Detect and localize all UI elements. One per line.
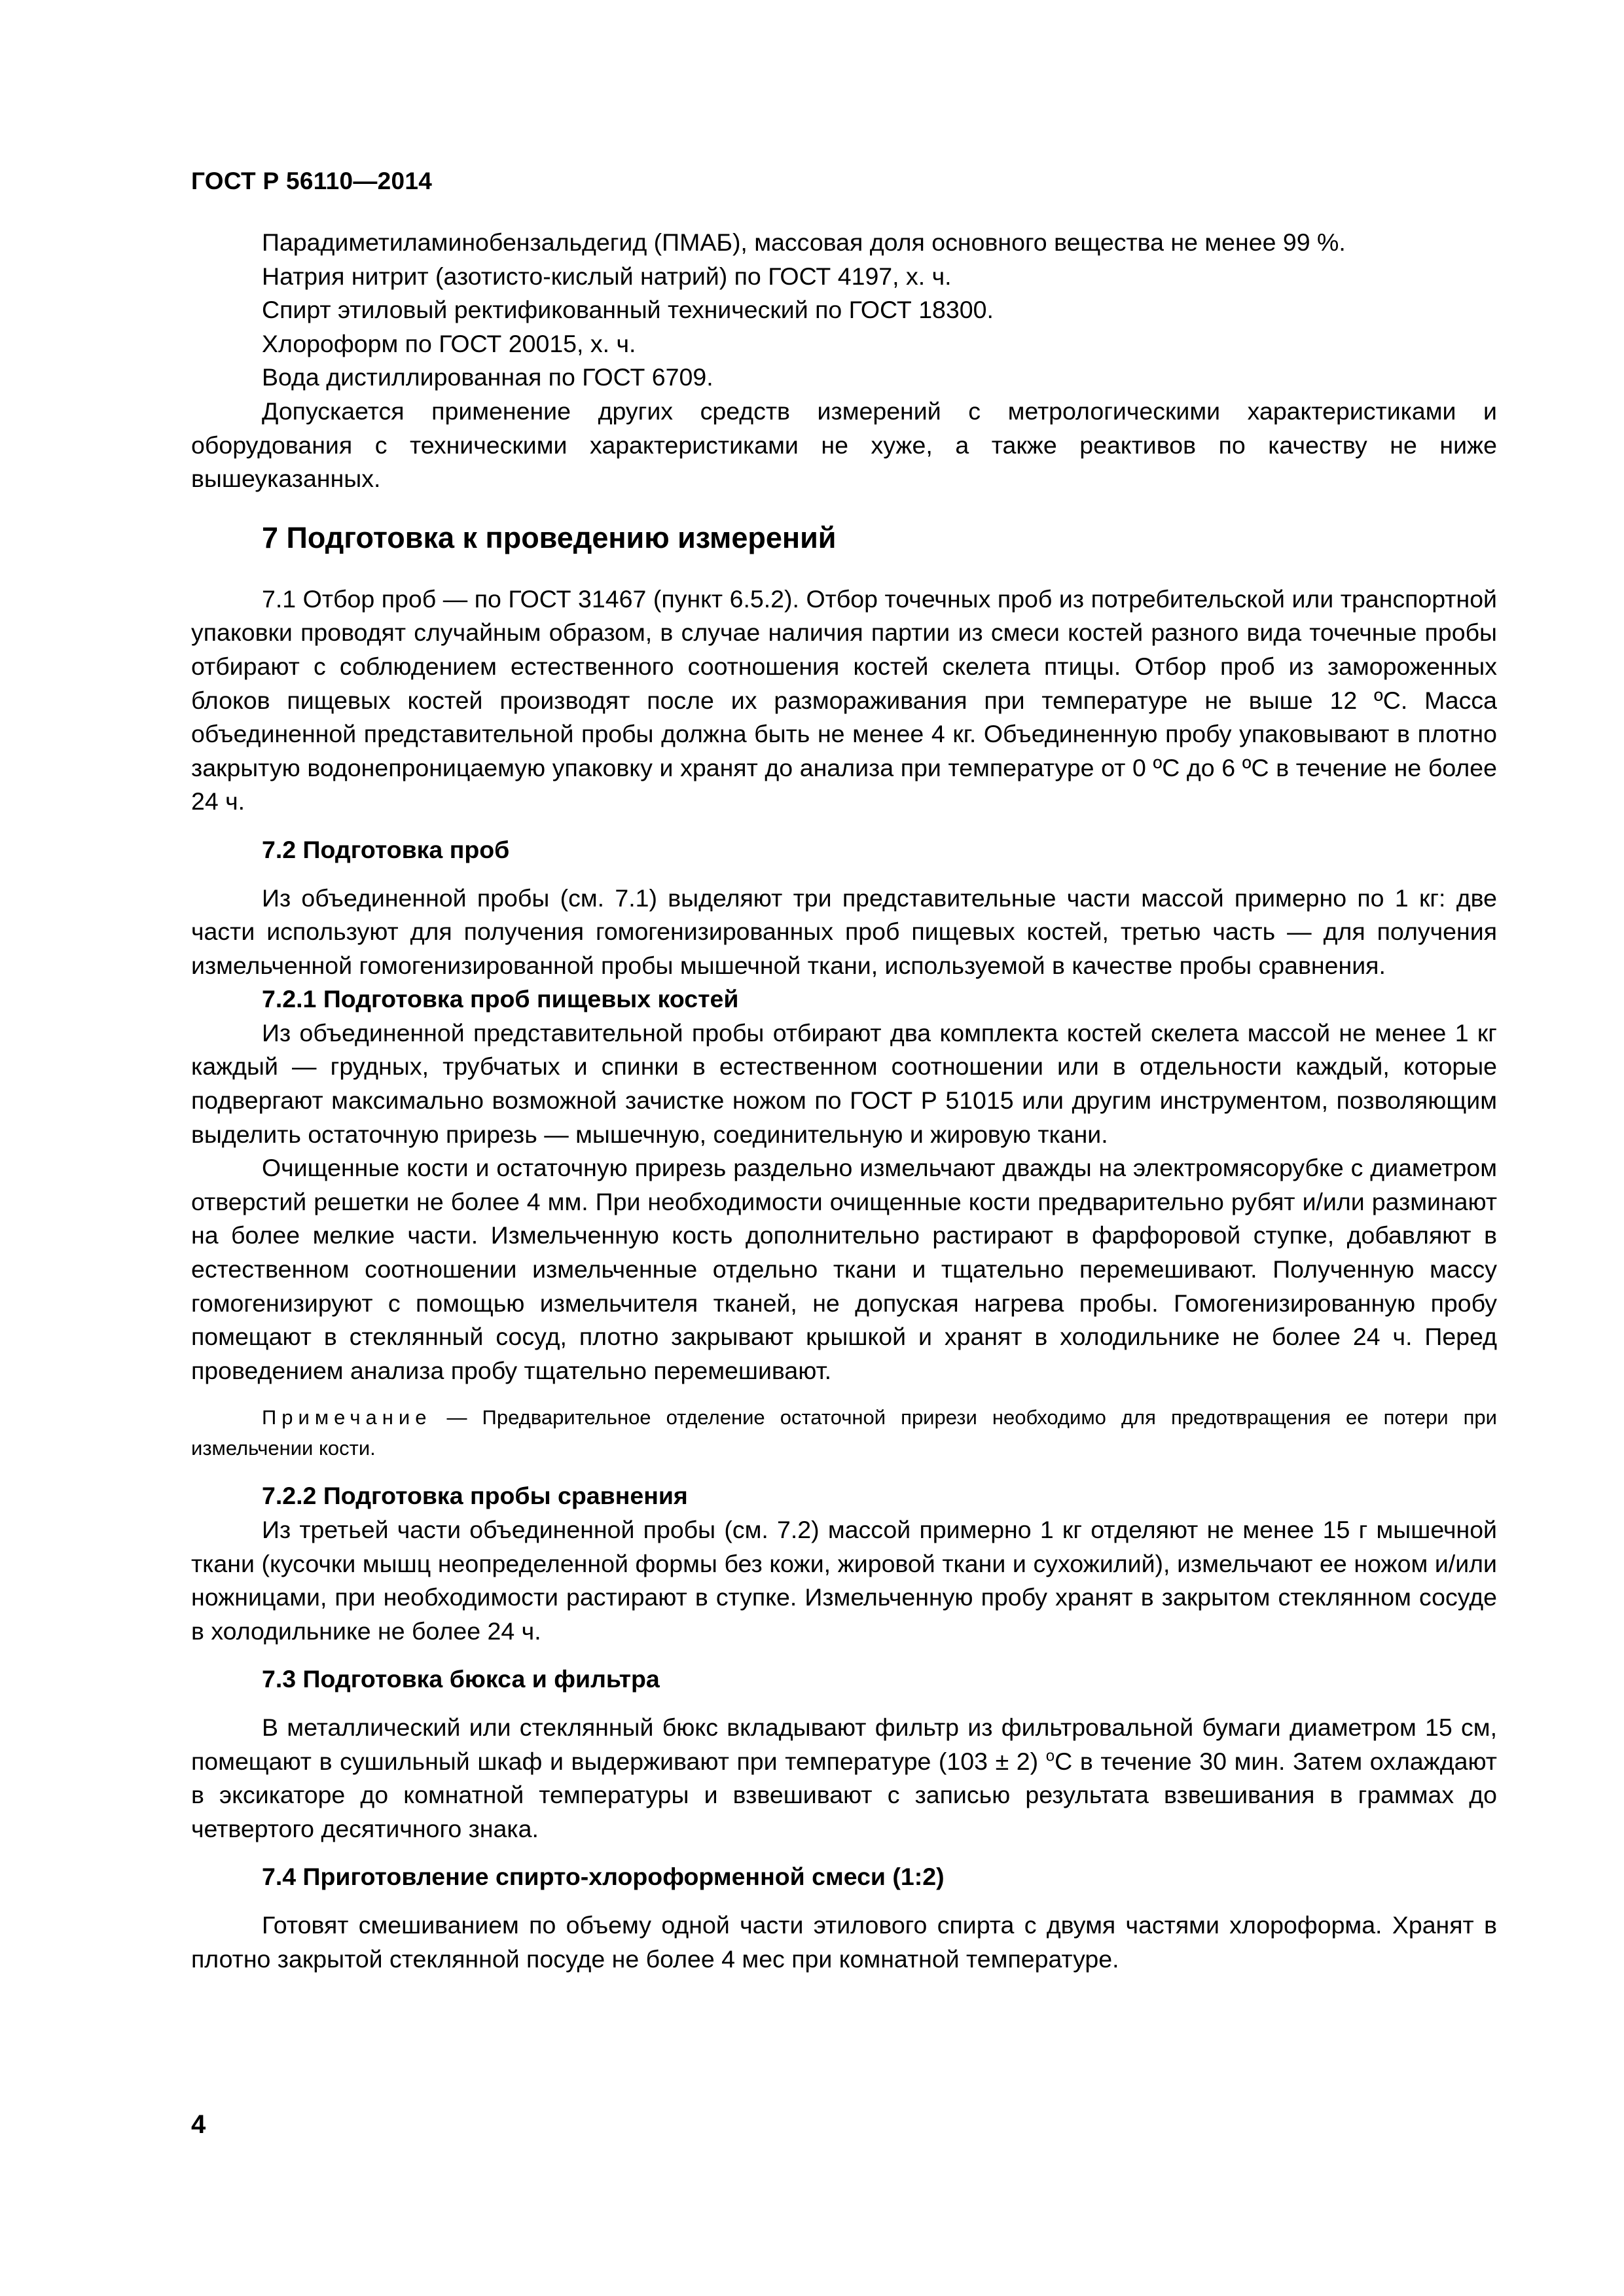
page-number: 4 xyxy=(191,2110,206,2139)
paragraph-7-4: Готовят смешиванием по объему одной части этилового спирта с двумя частями хлороформа. Хранят в плотно закрытой стеклянной посуде не более 4 мес при комнатной температуре. xyxy=(191,1910,1497,1973)
paragraph-7-1: 7.1 Отбор проб — по ГОСТ 31467 (пункт 6.5.2). Отбор точечных проб из потребительской или транспортной упаковки проводят случайным образом, в случае наличия партии из смеси костей разного вида точечные пробы отбирают с соблюдением естественного соотношения костей скелета птицы. Отбор проб из замороженных блоков пищевых костей производят после их размораживания при температуре не выше 12 ºC. Масса объединенной представительной пробы должна быть не менее 4 кг. Объединенную пробу упаковывают в плотно закрытую водонепроницаемую упаковку и хранят до анализа при температуре от 0 ºC до 6 ºC в течение не более 24 ч. xyxy=(191,584,1497,816)
paragraph-7-2-1-a: Из объединенной представительной пробы отбирают два комплекта костей скелета массой не менее 1 кг каждый — грудных, трубчатых и спинки в естественном соотношении или в отдельности каждый, которые подвергают максимально возможной зачистке ножом по ГОСТ Р 51015 или другим инструментом, позволяющим выделить остаточную прирезь — мышечную, соединительную и жировую ткани. xyxy=(191,1018,1497,1148)
document-id-header: ГОСТ Р 56110—2014 xyxy=(191,168,433,194)
heading-7-3: 7.3 Подготовка бюкса и фильтра xyxy=(262,1665,660,1693)
paragraph-7-3-part-b: C в течение 30 мин. Затем охлаждают в эксикаторе до комнатной температуры и взвешивают с записью результата взвешивания в граммах до четвертого десятичного знака. xyxy=(191,1747,1497,1842)
allowance-paragraph: Допускается применение других средств измерений с метрологическими характеристиками и оборудования с техническими характеристиками не хуже, а также реактивов по качеству не ниже вышеуказанных. xyxy=(191,397,1497,493)
paragraph-7-2-1-b: Очищенные кости и остаточную прирезь раздельно измельчают дважды на электромясорубке с диаметром отверстий решетки не более 4 мм. При необходимости очищенные кости предварительно рубят и/или разминают на более мелкие части. Измельченную кость дополнительно растирают в фарфоровой ступке, добавляют в естественном соотношении измельченные отдельно ткани и тщательно перемешивают. Полученную массу гомогенизируют с помощью измельчителя тканей, не допуская нагрева пробы. Гомогенизированную пробу помещают в стеклянный сосуд, плотно закрывают крышкой и хранят в холодильнике не более 24 ч. Перед проведением анализа пробу тщательно перемешивают. xyxy=(191,1154,1497,1384)
paragraph-7-2: Из объединенной пробы (см. 7.1) выделяют три представительные части массой примерно по 1 кг: две части используют для получения гомогенизированных проб пищевых костей, третью часть — для получения измельченной гомогенизированной пробы мышечной ткани, используемой в качестве пробы сравнения. xyxy=(191,884,1497,979)
reagent-item: Натрия нитрит (азотисто-кислый натрий) по ГОСТ 4197, х. ч. xyxy=(262,262,952,290)
document-body xyxy=(191,226,1497,1976)
reagent-item: Вода дистиллированная по ГОСТ 6709. xyxy=(262,363,713,391)
heading-7-2-2: 7.2.2 Подготовка пробы сравнения xyxy=(262,1482,688,1510)
section-7-title: 7 Подготовка к проведению измерений xyxy=(262,520,837,554)
heading-7-2: 7.2 Подготовка проб xyxy=(262,835,510,863)
note-paragraph xyxy=(191,1402,1497,1463)
heading-7-2-1: 7.2.1 Подготовка проб пищевых костей xyxy=(262,985,739,1013)
paragraph-7-3 xyxy=(191,1711,1497,1846)
reagent-item: Парадиметиламинобензальдегид (ПМАБ), массовая доля основного вещества не менее 99 %. xyxy=(262,228,1346,256)
heading-7-4: 7.4 Приготовление спирто-хлороформенной смеси (1:2) xyxy=(262,1863,945,1891)
note-label: Примечание xyxy=(262,1406,432,1429)
paragraph-7-2-2: Из третьей части объединенной пробы (см. 7.2) массой примерно 1 кг отделяют не менее 15 г мышечной ткани (кусочки мышц неопределенной формы без кожи, жировой ткани и сухожилий), измельчают ее ножом и/или ножницами, при необходимости растирают в ступке. Измельченную пробу хранят в закрытом стеклянном сосуде в холодильнике не более 24 ч. xyxy=(191,1516,1497,1645)
paragraph-7-3-part-a: В металлический или стеклянный бюкс вкладывают фильтр из фильтровальной бумаги диаметром 15 см, помещают в сушильный шкаф и выдерживают при температуре (103 ± 2) xyxy=(191,1713,1497,1775)
note-text: — Предварительное отделение остаточной прирези необходимо для предотвращения ее потери при измельчении кости. xyxy=(191,1406,1497,1460)
reagent-item: Хлороформ по ГОСТ 20015, х. ч. xyxy=(262,329,636,357)
degree-superscript: o xyxy=(1045,1747,1055,1765)
reagent-item: Спирт этиловый ректификованный технический по ГОСТ 18300. xyxy=(262,296,994,324)
